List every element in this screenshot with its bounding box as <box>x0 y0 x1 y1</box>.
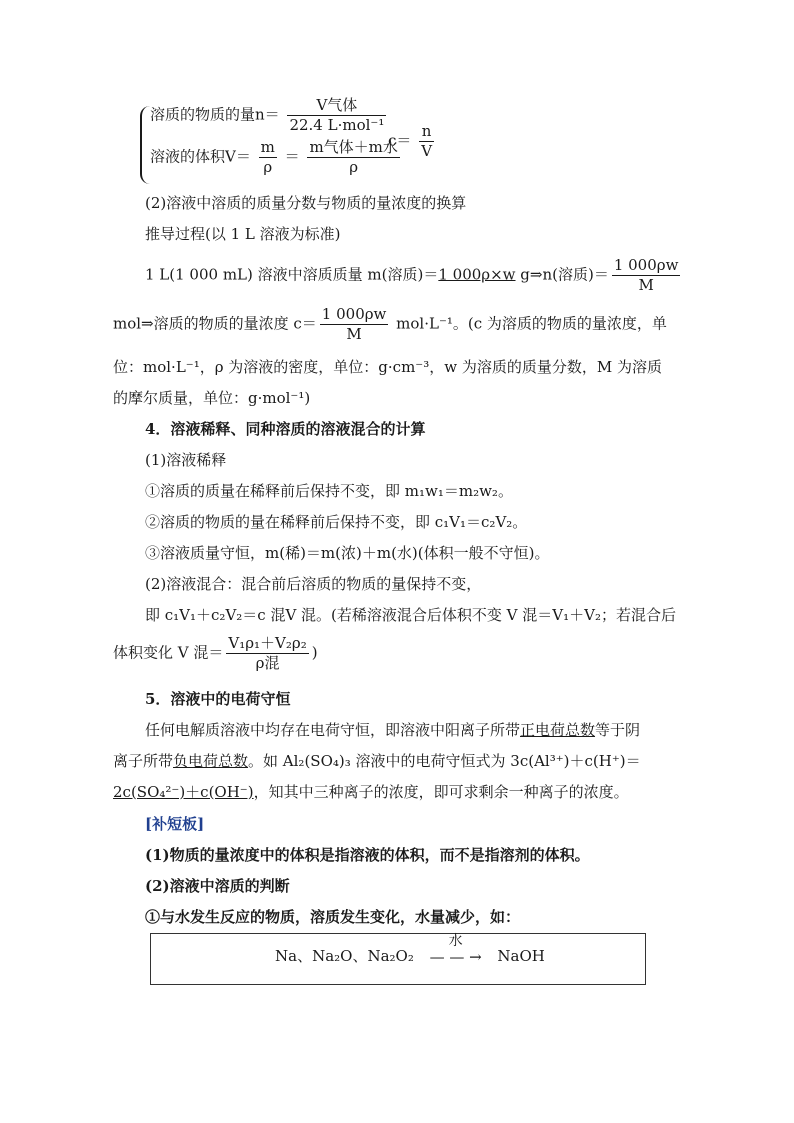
volume-fraction-2: $\frac{\text{m气体＋m水}}{\rho}$ <box>309 138 398 176</box>
concentration-fraction: $\frac{n}{V}$ <box>421 122 433 160</box>
moles-formula <box>150 96 389 135</box>
reaction-reactants: Na、Na₂O、Na₂O₂ <box>275 947 414 965</box>
derivation-fraction-2: $\frac{1 000\rho w}{M}$ <box>321 305 387 343</box>
section-5-title: 5．溶液中的电荷守恒 <box>145 690 291 708</box>
over-arrow-label: 水 <box>448 933 463 949</box>
charge-line-3: 2c(SO₄²⁻)＋c(OH⁻)，知其中三种离子的浓度，即可求剩余一种离子的浓度。 <box>113 783 629 801</box>
arrow-icon: — — → <box>429 948 482 966</box>
section-4-title: 4．溶液稀释、同种溶质的溶液混合的计算 <box>145 420 426 438</box>
supplement-point-3: ①与水发生反应的物质，溶质发生变化，水量减少，如： <box>145 908 521 926</box>
mixing-line-1: 即 c₁V₁＋c₂V₂＝c 混V 混。(若稀溶液混合后体积不变 V 混＝V₁＋V₂；若混合后 <box>145 606 676 624</box>
dilution-title: (1)溶液稀释 <box>145 451 227 469</box>
dilution-rule-1: ①溶质的质量在稀释前后保持不变，即 m₁w₁＝m₂w₂。 <box>145 482 513 500</box>
mixing-title: (2)溶液混合：混合前后溶质的物质的量保持不变， <box>145 575 482 593</box>
reaction-box <box>150 933 646 985</box>
mixing-line-2: 体积变化 V 混＝ $\frac{\text{V₁ρ₁＋V₂ρ₂}}{\text{ρ混}}$ ) <box>113 634 318 672</box>
charge-line-1: 任何电解质溶液中均存在电荷守恒，即溶液中阳离子所带正电荷总数等于阴 <box>145 721 641 739</box>
dilution-rule-3: ③溶液质量守恒，m(稀)＝m(浓)＋m(水)(体积一般不守恒)。 <box>145 544 550 562</box>
moles-fraction-num: V气体 <box>287 96 386 116</box>
moles-label: 溶质的物质的量n＝ <box>150 105 280 124</box>
moles-fraction-den: 22.4 L·mol⁻¹ <box>289 115 385 134</box>
dilution-rule-2: ②溶质的物质的量在稀释前后保持不变，即 c₁V₁＝c₂V₂。 <box>145 513 528 531</box>
reaction-arrow <box>419 933 493 966</box>
charge-line-2: 离子所带负电荷总数。如 Al₂(SO₄)₃ 溶液中的电荷守恒式为 3c(Al³⁺)＋c(H⁺)＝ <box>113 752 641 770</box>
volume-label: 溶液的体积V＝ <box>150 147 251 166</box>
derivation-line-3: 位：mol·L⁻¹，ρ 为溶液的密度，单位：g·cm⁻³，w 为溶质的质量分数，M 为溶质 <box>113 358 662 376</box>
supplement-point-1: (1)物质的量浓度中的体积是指溶液的体积，而不是指溶剂的体积。 <box>145 846 590 864</box>
reaction-product: NaOH <box>497 947 545 965</box>
concentration-formula: c＝ $\frac{n}{V}$ <box>388 122 433 160</box>
volume-formula: 溶液的体积V＝ $\frac{m}{\rho}$ ＝ $\frac{\text{m气体＋m水}}{\rho}$ <box>150 138 398 176</box>
derivation-line-2: mol⇒溶质的物质的量浓度 c＝ $\frac{1 000\rho w}{M}$ mol·L⁻¹。(c 为溶质的物质的量浓度，单 <box>113 305 667 343</box>
derivation-line-4: 的摩尔质量，单位：g·mol⁻¹) <box>113 389 311 407</box>
derivation-fraction-1: $\frac{1 000\rho w}{M}$ <box>613 256 679 294</box>
volume-fraction-1: $\frac{m}{\rho}$ <box>260 138 275 176</box>
reaction-equation <box>275 933 545 966</box>
mixing-fraction: $\frac{\text{V₁ρ₁＋V₂ρ₂}}{\text{ρ混}}$ <box>228 634 307 672</box>
supplement-point-2: (2)溶液中溶质的判断 <box>145 877 290 895</box>
derivation-title: 推导过程(以 1 L 溶液为标准) <box>145 225 341 243</box>
supplement-tag: [补短板] <box>145 815 205 833</box>
derivation-line-1: 1 L(1 000 mL) 溶液中溶质质量 m(溶质)＝1 000ρ×w g⇒n(溶质)＝ $\frac{1 000\rho w}{M}$ <box>145 256 679 294</box>
moles-fraction <box>287 96 386 135</box>
section-2-title: (2)溶液中溶质的质量分数与物质的量浓度的换算 <box>145 194 467 212</box>
